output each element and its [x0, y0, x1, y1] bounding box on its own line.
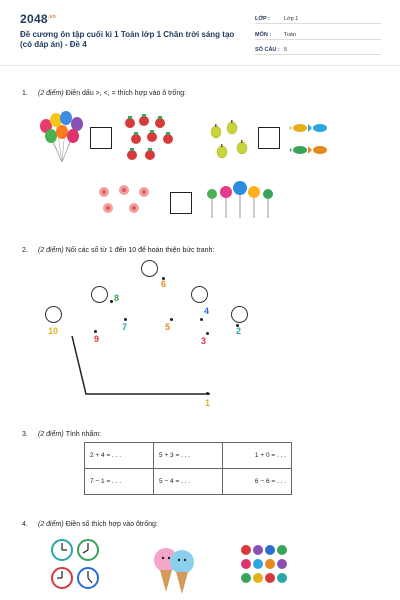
- dot-number: 2: [236, 326, 242, 336]
- balloon-circle: [91, 286, 108, 303]
- clocks-picture: [50, 538, 104, 594]
- dot-number: 1: [205, 398, 211, 408]
- meta-key: MÔN :: [255, 32, 272, 38]
- cotton-candy-picture: [152, 542, 196, 596]
- dot-number: 7: [122, 322, 128, 332]
- mental-math-table: [84, 442, 292, 495]
- page-title: Đề cương ôn tập cuối kì 1 Toán lớp 1 Chân trời sáng tạo (có đáp án) - Đề 4: [20, 30, 235, 49]
- dot: [200, 318, 203, 321]
- question-text: Điền số thích hợp vào ôtrống:: [65, 521, 158, 528]
- dot-number: 5: [165, 322, 171, 332]
- question-text: Điền dấu >, <, = thích hợp vào ô trống:: [65, 90, 187, 97]
- dot: [170, 318, 173, 321]
- question-points: (2 điểm): [38, 90, 64, 97]
- candies-picture: [238, 542, 292, 596]
- dot-number: 9: [94, 334, 100, 344]
- question-text: Tính nhẩm:: [65, 431, 102, 438]
- dot: [110, 300, 113, 303]
- question-number: 3.: [22, 431, 28, 438]
- logo-suffix: .vn: [47, 14, 57, 20]
- table-cell: 6 − 6 = . . .: [223, 469, 292, 495]
- question-points: (2 điểm): [38, 431, 64, 438]
- balloon-circle: [141, 260, 158, 277]
- meta-value: 5: [284, 47, 288, 53]
- meta-value: Lớp 1: [284, 16, 299, 22]
- balloon-circle: [45, 306, 62, 323]
- meta-key: LỚP :: [255, 16, 270, 22]
- dot-number: 4: [204, 306, 210, 316]
- question-number: 4.: [22, 521, 28, 528]
- question-text: Nối các số từ 1 đến 10 để hoàn thiện bức tranh:: [65, 247, 215, 254]
- logo-text: 2048: [20, 12, 48, 26]
- dot: [94, 330, 97, 333]
- question-points: (2 điểm): [38, 247, 64, 254]
- question-4: [22, 521, 158, 528]
- table-row: [85, 469, 292, 495]
- balloon-circle: [231, 306, 248, 323]
- question-points: (2 điểm): [38, 521, 64, 528]
- table-cell: 1 + 0 = . . .: [223, 443, 292, 469]
- meta-key: SỐ CÂU :: [255, 47, 280, 53]
- question-number: 1.: [22, 90, 28, 97]
- dot-number: 3: [201, 336, 207, 346]
- dot-number: 6: [161, 279, 167, 289]
- table-cell: 5 − 4 = . . .: [154, 469, 223, 495]
- dot-number: 8: [114, 293, 120, 303]
- table-cell: 2 + 4 = . . .: [85, 443, 154, 469]
- table-row: [85, 443, 292, 469]
- dot: [124, 318, 127, 321]
- balloon-circle: [191, 286, 208, 303]
- dot: [206, 392, 209, 395]
- table-cell: 5 + 3 = . . .: [154, 443, 223, 469]
- dot: [206, 332, 209, 335]
- question-number: 2.: [22, 247, 28, 254]
- meta-value: Toán: [284, 32, 296, 38]
- table-cell: 7 − 1 = . . .: [85, 469, 154, 495]
- dot-number: 10: [48, 326, 59, 336]
- question-3: [22, 431, 101, 438]
